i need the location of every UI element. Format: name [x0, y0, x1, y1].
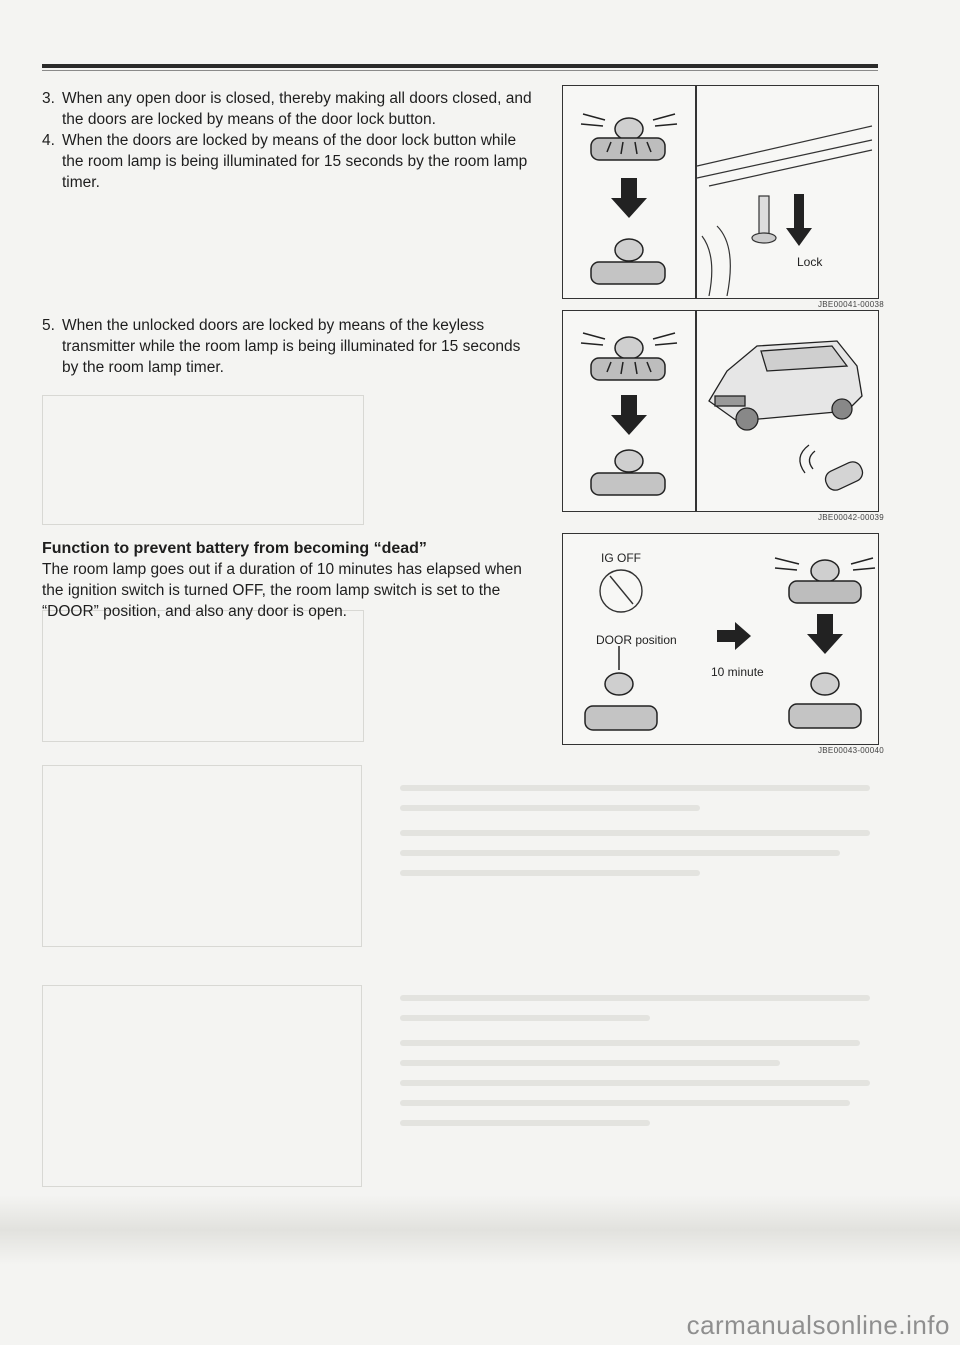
arrow-down-icon: [611, 395, 647, 435]
list-item: [42, 315, 532, 378]
ghost-text-line: [400, 850, 840, 856]
list-item: [42, 88, 532, 130]
battery-saver-illustration: [563, 534, 878, 744]
section-heading: Function to prevent battery from becoming “dead”: [42, 540, 427, 557]
figure-keyless-lock: [562, 310, 879, 512]
ghost-figure: [42, 765, 362, 947]
list-item: [42, 130, 532, 193]
room-lamp-illustration: [563, 86, 693, 296]
ghost-text-line: [400, 830, 870, 836]
text-items-3-4: [42, 88, 532, 193]
item-text: When the doors are locked by means of the door lock button while the room lamp is being illuminated for 15 seconds by the room lamp timer.: [62, 132, 528, 191]
ghost-text-line: [400, 1040, 860, 1046]
section-body: The room lamp goes out if a duration of 10 minutes has elapsed when the ignition switch is turned OFF, the room lamp switch is set to the “DOOR” position, and also any door is open.: [42, 561, 522, 620]
item-number: 4.: [42, 132, 55, 149]
arrow-down-icon: [611, 178, 647, 218]
lamp-off-icon: [585, 646, 657, 730]
lamp-off-icon: [591, 239, 665, 284]
ghost-text-line: [400, 1060, 780, 1066]
door-lock-button-illustration: [697, 86, 877, 296]
watermark: carmanualsonline.info: [686, 1310, 950, 1340]
door-position-label: DOOR position: [596, 633, 677, 647]
ghost-text-line: [400, 1080, 870, 1086]
top-rule: [42, 64, 878, 68]
footer-shadow: [0, 1195, 960, 1265]
item-number: 3.: [42, 90, 55, 107]
text-item-5: [42, 315, 532, 378]
figure-code: JBE00042-00039: [818, 513, 885, 522]
lock-arrow-icon: [786, 194, 812, 246]
ig-off-label: IG OFF: [601, 551, 641, 565]
figure-battery-saver: [562, 533, 879, 745]
item-number: 5.: [42, 317, 55, 334]
lamp-off-icon: [591, 450, 665, 495]
item-text: When the unlocked doors are locked by means of the keyless transmitter while the room lamp is being illuminated for 15 seconds by the room lamp timer.: [62, 317, 521, 376]
ghost-text-line: [400, 995, 870, 1001]
battery-section: [42, 538, 532, 622]
figure-code: JBE00041-00038: [818, 300, 885, 309]
duration-label: 10 minute: [711, 665, 764, 679]
arrow-down-icon: [807, 614, 843, 654]
ghost-text-line: [400, 870, 700, 876]
lamp-on-icon: [581, 333, 677, 380]
ghost-figure: [42, 395, 364, 525]
car-and-transmitter-illustration: [697, 311, 877, 511]
ghost-text-line: [400, 785, 870, 791]
ignition-off-icon: [600, 570, 642, 612]
keyless-transmitter-icon: [800, 445, 866, 493]
ghost-text-line: [400, 805, 700, 811]
lamp-off-icon: [789, 673, 861, 728]
car-icon: [709, 341, 862, 430]
ghost-figure: [42, 985, 362, 1187]
top-rule-thin: [42, 70, 878, 71]
lamp-on-icon: [581, 114, 677, 160]
ghost-text-line: [400, 1015, 650, 1021]
lamp-on-icon: [775, 558, 875, 603]
arrow-right-icon: [717, 622, 751, 650]
ghost-figure: [42, 610, 364, 742]
item-text: When any open door is closed, thereby making all doors closed, and the doors are locked by means of the door lock button.: [62, 90, 532, 128]
ghost-text-line: [400, 1100, 850, 1106]
figure-code: JBE00043-00040: [818, 746, 885, 755]
figure-door-lock: [562, 85, 879, 299]
ghost-text-line: [400, 1120, 650, 1126]
room-lamp-illustration: [563, 311, 693, 511]
lock-label: Lock: [797, 255, 823, 269]
